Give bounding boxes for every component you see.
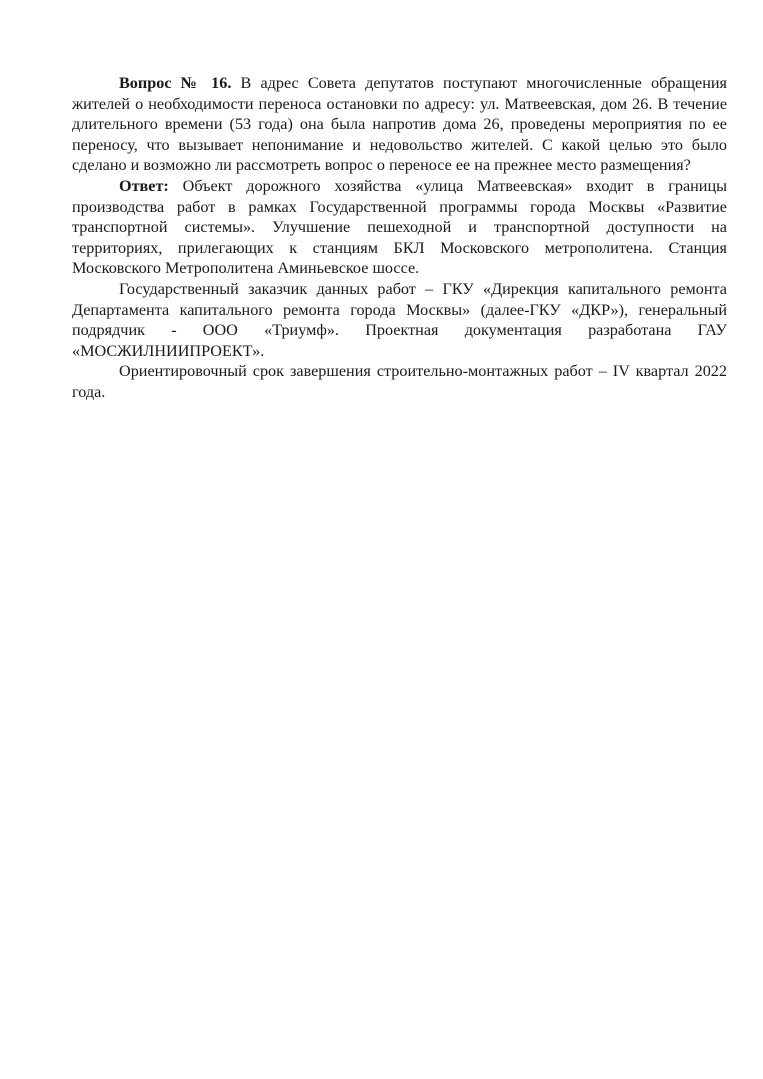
answer-paragraph <box>72 176 727 279</box>
answer-text: Объект дорожного хозяйства «улица Матвеевская» входит в границы производства работ в рамках Государственной программы города Москвы «Развитие транспортной системы». Улучшение пешеходной и транспортной доступности на территориях, прилегающих к станциям БКЛ Московского метрополитена. Станция Московского Метрополитена Аминьевское шоссе. <box>72 176 727 278</box>
question-paragraph <box>72 73 727 176</box>
document-body <box>72 73 727 403</box>
answer-label: Ответ: <box>119 176 169 195</box>
customer-paragraph: Государственный заказчик данных работ – ГКУ «Дирекция капитального ремонта Департамента капитального ремонта города Москвы» (далее-ГКУ «ДКР»), генеральный подрядчик - ООО «Триумф». Проектная документация разработана ГАУ «МОСЖИЛНИИПРОЕКТ». <box>72 279 727 360</box>
deadline-paragraph: Ориентировочный срок завершения строительно-монтажных работ – IV квартал 2022 года. <box>72 362 727 401</box>
question-text: В адрес Совета депутатов поступают многочисленные обращения жителей о необходимости переноса остановки по адресу: ул. Матвеевская, дом 26. В течение длительного времени (53 года) она была напротив дома 26, проведены мероприятия по ее переносу, что вызывает непонимание и недовольство жителей. С какой целью это было сделано и возможно ли рассмотреть вопрос о переносе ее на прежнее место размещения? <box>72 74 728 175</box>
question-label: Вопрос № 16. <box>119 74 232 92</box>
